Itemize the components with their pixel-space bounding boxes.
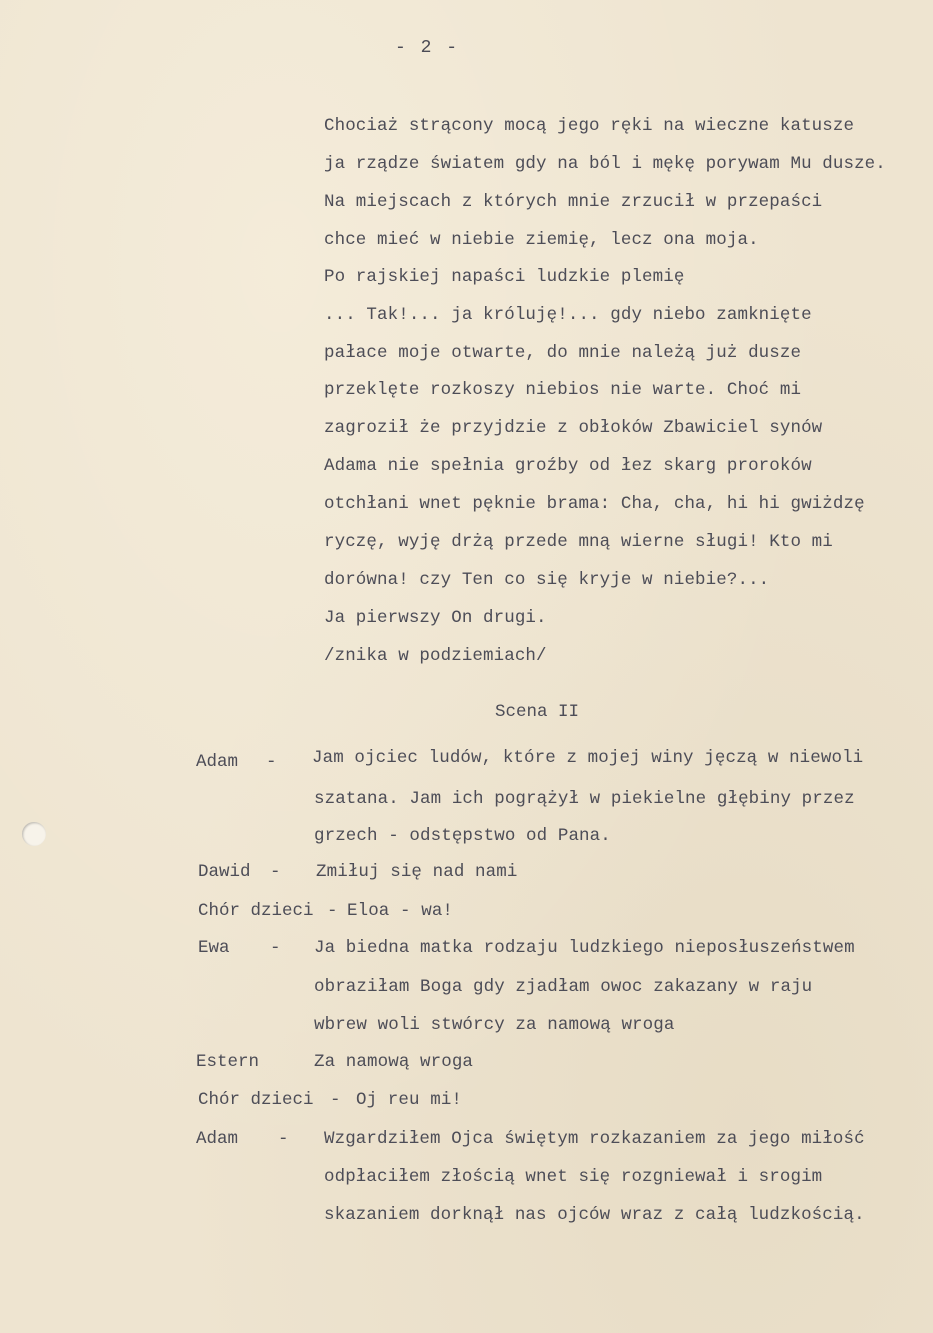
speaker-dash: - — [278, 1129, 289, 1149]
speaker-dash: - — [270, 862, 281, 882]
dialogue-line: Jam ojciec ludów, które z mojej winy jęczą w niewoli — [312, 748, 864, 768]
monologue-line: zagroził że przyjdzie z obłoków Zbawiciel synów — [324, 418, 823, 438]
dialogue-line: wbrew woli stwórcy za namową wroga — [314, 1015, 675, 1035]
monologue-line: otchłani wnet pęknie brama: Cha, cha, hi hi gwiżdzę — [324, 494, 865, 514]
dialogue-line: grzech - odstępstwo od Pana. — [314, 826, 611, 846]
dialogue-line: Eloa - wa! — [347, 901, 454, 921]
dialogue-line: Zmiłuj się nad nami — [316, 862, 518, 882]
monologue-line: dorówna! czy Ten co się kryje w niebie?... — [324, 570, 770, 590]
monologue-line: Ja pierwszy On drugi. — [324, 608, 547, 628]
speaker-dash: - — [330, 1090, 341, 1110]
speaker-dash: - — [270, 938, 281, 958]
speaker-name: Ewa — [198, 938, 230, 958]
monologue-line: ja rządze światem gdy na ból i mękę porywam Mu dusze. — [324, 154, 886, 174]
monologue-line: pałace moje otwarte, do mnie należą już dusze — [324, 343, 802, 363]
dialogue-line: obraziłam Boga gdy zjadłam owoc zakazany w raju — [314, 977, 813, 997]
dialogue-line: odpłaciłem złością wnet się rozgniewał i srogim — [324, 1167, 823, 1187]
dialogue-line: szatana. Jam ich pogrążył w piekielne głębiny przez — [314, 789, 855, 809]
monologue-line: przeklęte rozkoszy niebios nie warte. Choć mi — [324, 380, 802, 400]
punch-hole — [22, 822, 46, 846]
monologue-line: Adama nie spełnia groźby od łez skarg proroków — [324, 456, 812, 476]
speaker-name: Chór dzieci — [198, 1090, 314, 1110]
speaker-name: Adam — [196, 752, 239, 772]
dialogue-line: Ja biedna matka rodzaju ludzkiego nieposłuszeństwem — [314, 938, 855, 958]
speaker-name: Chór dzieci — [198, 901, 314, 921]
dialogue-line: Oj reu mi! — [356, 1090, 463, 1110]
speaker-dash: - — [266, 752, 277, 772]
monologue-line: chce mieć w niebie ziemię, lecz ona moja. — [324, 230, 759, 250]
monologue-line: Na miejscach z których mnie zrzucił w przepaści — [324, 192, 823, 212]
monologue-line: Chociaż strącony mocą jego ręki na wieczne katusze — [324, 116, 855, 136]
dialogue-line: Za namową wroga — [314, 1052, 474, 1072]
dialogue-line: Wzgardziłem Ojca świętym rozkazaniem za jego miłość — [324, 1129, 865, 1149]
speaker-name: Adam — [196, 1129, 239, 1149]
monologue-line: Po rajskiej napaści ludzkie plemię — [324, 267, 685, 287]
dialogue-line: skazaniem dorknął nas ojców wraz z całą ludzkością. — [324, 1205, 865, 1225]
speaker-name: Estern — [196, 1052, 260, 1072]
scene-title: Scena II — [495, 702, 580, 722]
monologue-line: ... Tak!... ja króluję!... gdy niebo zamknięte — [324, 305, 812, 325]
page-number: - 2 - — [395, 38, 460, 58]
stage-direction: /znika w podziemiach/ — [324, 646, 547, 666]
speaker-dash: - — [327, 901, 338, 921]
monologue-line: ryczę, wyję drżą przede mną wierne sługi! Kto mi — [324, 532, 833, 552]
speaker-name: Dawid — [198, 862, 251, 882]
